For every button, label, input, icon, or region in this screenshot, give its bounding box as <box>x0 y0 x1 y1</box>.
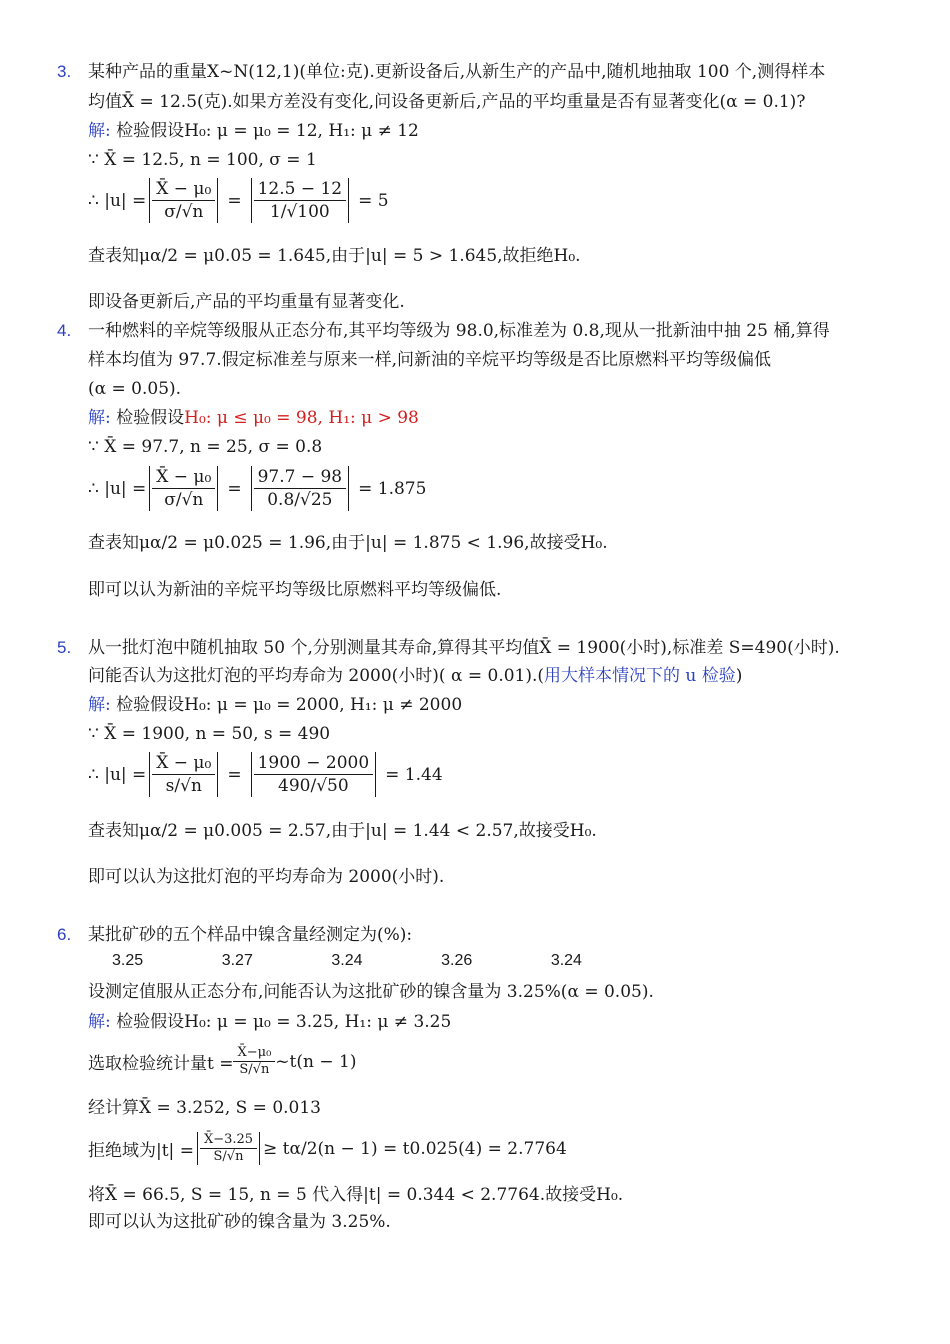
abs-fraction <box>251 466 350 511</box>
question-stem: 设测定值服从正态分布,问能否认为这批矿砂的镍含量为 3.25%(α = 0.05). <box>88 982 654 1002</box>
abs-fraction <box>149 178 218 223</box>
abs-fraction <box>197 1132 260 1165</box>
fraction-denominator: 0.8/√25 <box>267 490 333 510</box>
stem-text: ) <box>735 666 743 686</box>
hypothesis-text: 检验假设H₀: μ = μ₀ = 12, H₁: μ ≠ 12 <box>116 121 419 141</box>
fraction-numerator: 1900 − 2000 <box>254 752 374 775</box>
fraction-numerator: X̄ − μ₀ <box>152 752 215 775</box>
formula-result: = 1.875 <box>358 478 427 499</box>
formula-prefix: 拒绝域为|t| = <box>88 1141 194 1161</box>
fraction-denominator: σ/√n <box>164 202 204 222</box>
fraction-denominator: s/√n <box>165 776 202 796</box>
sample-value: 3.26 <box>441 952 473 969</box>
question-stem <box>88 665 742 687</box>
table-lookup: 查表知μα/2 = μ0.025 = 1.96,由于|u| = 1.875 < 1.96,故接受H₀. <box>88 533 608 553</box>
hypothesis-text: 检验假设H₀: μ = μ₀ = 2000, H₁: μ ≠ 2000 <box>116 695 463 715</box>
substitution: 将X̄ = 66.5, S = 15, n = 5 代入得|t| = 0.344 < 2.7764.故接受H₀. <box>88 1185 624 1205</box>
question-stem: 从一批灯泡中随机抽取 50 个,分别测量其寿命,算得其平均值X̄ = 1900(小时),标准差 S=490(小时). <box>88 638 840 658</box>
question-stem: 一种燃料的辛烷等级服从正态分布,其平均等级为 98.0,标准差为 0.8,现从一批新油中抽 25 桶,算得 <box>88 321 830 341</box>
given-values: ∵ X̄ = 12.5, n = 100, σ = 1 <box>88 150 317 170</box>
formula-tail: ≥ tα/2(n − 1) = t0.025(4) = 2.7764 <box>263 1138 567 1159</box>
question-number: 3. <box>57 62 72 81</box>
sample-value: 3.24 <box>331 952 363 969</box>
solution-hypothesis <box>88 694 462 716</box>
fraction-numerator: 97.7 − 98 <box>254 466 347 489</box>
fraction-denominator: S/√n <box>213 1149 244 1164</box>
table-lookup: 查表知μα/2 = μ0.05 = 1.645,由于|u| = 5 > 1.645,故拒绝H₀. <box>88 246 581 266</box>
stem-text: 问能否认为这批灯泡的平均寿命为 2000(小时)( α = 0.01).( <box>88 666 545 686</box>
computed-values: 经计算X̄ = 3.252, S = 0.013 <box>88 1098 321 1118</box>
solution-label: 解: <box>88 695 111 715</box>
conclusion: 即可以认为这批灯泡的平均寿命为 2000(小时). <box>88 867 445 887</box>
u-statistic-formula: ∴ |u| = $\frac{\text{X̄ − μ₀}}{\sigma/√n}$ = $\frac{97.7 - 98}{0.8/√25}$ = 1.875 <box>88 467 427 510</box>
formula-result: = 5 <box>358 190 389 211</box>
hypothesis-text: 检验假设H₀: μ = μ₀ = 3.25, H₁: μ ≠ 3.25 <box>116 1012 452 1032</box>
sample-values <box>112 952 582 970</box>
question-number: 4. <box>57 321 72 340</box>
fraction-denominator: 490/√50 <box>278 776 349 796</box>
fraction-denominator: σ/√n <box>164 490 204 510</box>
conclusion: 即设备更新后,产品的平均重量有显著变化. <box>88 292 405 312</box>
formula-prefix: ∴ |u| = <box>88 478 147 499</box>
u-statistic-formula: ∴ |u| = $\frac{\text{X̄ − μ₀}}{s/√n}$ = $\frac{1900 - 2000}{490/√50}$ = 1.44 <box>88 753 443 796</box>
fraction <box>233 1045 275 1078</box>
formula-prefix: ∴ |u| = <box>88 764 147 785</box>
fraction-denominator: 1/√100 <box>269 202 330 222</box>
fraction-denominator: S/√n <box>239 1062 270 1077</box>
test-statistic-formula <box>88 1045 356 1078</box>
question-stem: 样本均值为 97.7.假定标准差与原来一样,问新油的辛烷平均等级是否比原燃料平均等级偏低 <box>88 350 772 370</box>
fraction-numerator: X̄ − μ₀ <box>152 466 215 489</box>
abs-fraction <box>149 466 218 511</box>
solution-label: 解: <box>88 1012 111 1032</box>
question-stem: 某种产品的重量X~N(12,1)(单位:克).更新设备后,从新生产的产品中,随机地抽取 100 个,测得样本 <box>88 62 826 82</box>
solution-label: 解: <box>88 121 111 141</box>
sample-value: 3.27 <box>221 952 253 969</box>
formula-prefix: ∴ |u| = <box>88 190 147 211</box>
fraction-numerator: X̄−3.25 <box>200 1132 257 1149</box>
method-note: 用大样本情况下的 u 检验 <box>544 666 736 686</box>
given-values: ∵ X̄ = 97.7, n = 25, σ = 0.8 <box>88 437 323 457</box>
hypothesis-highlight: H₀: μ ≤ μ₀ = 98, H₁: μ > 98 <box>184 408 419 428</box>
hypothesis-lead: 检验假设 <box>116 408 185 428</box>
fraction-numerator: 12.5 − 12 <box>254 178 347 201</box>
u-statistic-formula: ∴ |u| = $\frac{\text{X̄ − μ₀}}{\sigma/√n}$ = $\frac{12.5 - 12}{1/√100}$ = 5 <box>88 179 389 222</box>
abs-fraction <box>149 752 218 797</box>
sample-value: 3.25 <box>112 952 144 969</box>
solution-label: 解: <box>88 408 111 428</box>
solution-hypothesis <box>88 407 419 429</box>
solution-hypothesis <box>88 1011 451 1033</box>
question-stem: 某批矿砂的五个样品中镍含量经测定为(%): <box>88 925 413 945</box>
formula-result: = 1.44 <box>385 764 443 785</box>
conclusion: 即可以认为这批矿砂的镍含量为 3.25%. <box>88 1212 391 1232</box>
question-stem: 均值X̄ = 12.5(克).如果方差没有变化,问设备更新后,产品的平均重量是否有显著变化(α = 0.1)? <box>88 92 806 112</box>
rejection-region <box>88 1132 567 1165</box>
solution-hypothesis <box>88 120 419 142</box>
question-stem: (α = 0.05). <box>88 379 182 399</box>
formula-tail: ~t(n − 1) <box>275 1051 357 1072</box>
sample-value: 3.24 <box>550 952 582 969</box>
question-number: 5. <box>57 638 72 657</box>
abs-fraction <box>251 178 350 223</box>
fraction-numerator: X̄−μ₀ <box>233 1045 275 1062</box>
question-number: 6. <box>57 925 72 944</box>
conclusion: 即可以认为新油的辛烷平均等级比原燃料平均等级偏低. <box>88 580 502 600</box>
table-lookup: 查表知μα/2 = μ0.005 = 2.57,由于|u| = 1.44 < 2.57,故接受H₀. <box>88 821 597 841</box>
given-values: ∵ X̄ = 1900, n = 50, s = 490 <box>88 724 331 744</box>
fraction-numerator: X̄ − μ₀ <box>152 178 215 201</box>
formula-prefix: 选取检验统计量t = <box>88 1054 234 1074</box>
abs-fraction <box>251 752 377 797</box>
